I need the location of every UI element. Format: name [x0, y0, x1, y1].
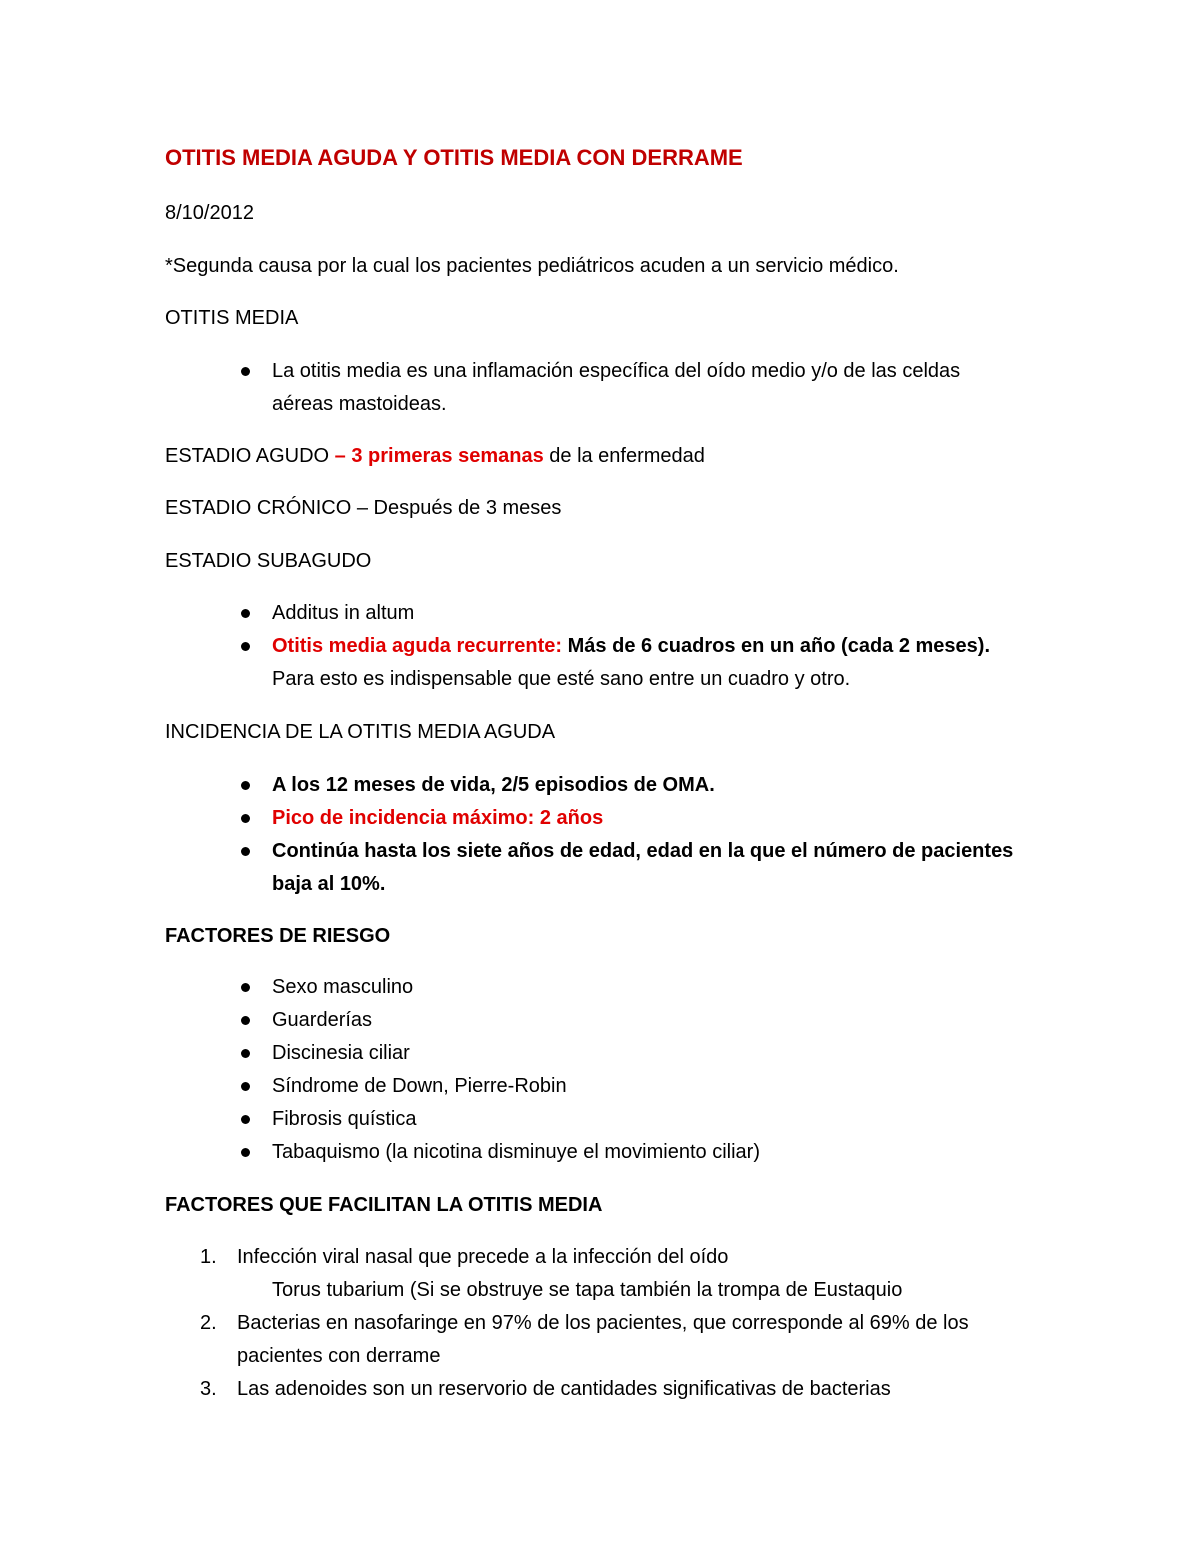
incidencia-item-12-meses: A los 12 meses de vida, 2/5 episodios de OMA.	[272, 774, 715, 796]
list-item	[272, 835, 1013, 901]
heading-otitis-media: OTITIS MEDIA	[165, 307, 299, 329]
riesgo-item-discinesia: Discinesia ciliar	[272, 1042, 410, 1064]
subagudo-item-additus: Additus in altum	[272, 602, 415, 624]
bullet-icon	[241, 642, 250, 651]
bullet-icon	[241, 1115, 250, 1124]
estadio-cronico-label: ESTADIO CRÓNICO	[165, 497, 352, 519]
list-item	[272, 802, 1013, 835]
facilitan-item-adenoides: Las adenoides son un reservorio de cantidades significativas de bacterias	[237, 1378, 891, 1400]
estadio-cronico-text: – Después de 3 meses	[351, 497, 562, 519]
riesgo-item-down: Síndrome de Down, Pierre-Robin	[272, 1075, 567, 1097]
list-item	[272, 1103, 760, 1136]
estadio-subagudo-list	[272, 597, 990, 696]
subagudo-item-recurrente-label: Otitis media aguda recurrente:	[272, 635, 563, 657]
heading-estadio-subagudo: ESTADIO SUBAGUDO	[165, 550, 372, 572]
list-item	[200, 1241, 969, 1307]
list-number: 3.	[200, 1378, 217, 1400]
list-item	[200, 1373, 969, 1406]
list-item	[272, 971, 760, 1004]
subagudo-item-recurrente-line2: Para esto es indispensable que esté sano entre un cuadro y otro.	[272, 668, 851, 690]
facilitan-subitem-torus: Torus tubarium (Si se obstruye se tapa también la trompa de Eustaquio	[272, 1279, 903, 1301]
facilitan-sublist	[237, 1274, 969, 1307]
bullet-icon	[241, 1148, 250, 1157]
subagudo-item-recurrente-text: Más de 6 cuadros en un año (cada 2 meses).	[562, 635, 991, 657]
estadio-agudo-label: ESTADIO AGUDO	[165, 445, 330, 467]
list-number: 2.	[200, 1312, 217, 1334]
list-item	[272, 1070, 760, 1103]
bullet-icon	[241, 609, 250, 618]
incidencia-list	[272, 769, 1013, 901]
list-item	[272, 769, 1013, 802]
estadio-agudo-dash: –	[329, 445, 352, 467]
bullet-icon	[241, 781, 250, 790]
list-item	[272, 1004, 760, 1037]
bullet-icon	[241, 847, 250, 856]
riesgo-item-sexo: Sexo masculino	[272, 976, 414, 998]
list-item	[272, 1274, 969, 1307]
otitis-media-list	[272, 355, 960, 421]
factores-facilitan-list	[200, 1241, 969, 1406]
incidencia-item-pico: Pico de incidencia máximo: 2 años	[272, 807, 604, 829]
facilitan-item-bacterias-line1: Bacterias en nasofaringe en 97% de los pacientes, que corresponde al 69% de los	[237, 1312, 969, 1334]
riesgo-item-fibrosis: Fibrosis quística	[272, 1108, 417, 1130]
bullet-icon	[241, 1082, 250, 1091]
list-item	[272, 1136, 760, 1169]
otitis-media-definition-line1: La otitis media es una inflamación específica del oído medio y/o de las celdas	[272, 360, 961, 382]
bullet-icon	[241, 1016, 250, 1025]
heading-factores-facilitan: FACTORES QUE FACILITAN LA OTITIS MEDIA	[165, 1194, 603, 1216]
document-date: 8/10/2012	[165, 202, 254, 224]
list-item	[272, 597, 990, 630]
estadio-agudo-rest: de la enfermedad	[543, 445, 705, 467]
riesgo-item-tabaquismo: Tabaquismo (la nicotina disminuye el movimiento ciliar)	[272, 1141, 760, 1163]
riesgo-item-guarderias: Guarderías	[272, 1009, 373, 1031]
heading-incidencia: INCIDENCIA DE LA OTITIS MEDIA AGUDA	[165, 721, 556, 743]
intro-text: *Segunda causa por la cual los pacientes pediátricos acuden a un servicio médico.	[165, 255, 899, 277]
factores-riesgo-list	[272, 971, 760, 1169]
incidencia-item-continua-line2: baja al 10%.	[272, 873, 386, 895]
document-title: OTITIS MEDIA AGUDA Y OTITIS MEDIA CON DERRAME	[165, 145, 743, 170]
otitis-media-definition-line2: aéreas mastoideas.	[272, 393, 447, 415]
list-item	[272, 1037, 760, 1070]
bullet-icon	[241, 367, 250, 376]
incidencia-item-continua-line1: Continúa hasta los siete años de edad, edad en la que el número de pacientes	[272, 840, 1014, 862]
estadio-cronico-line	[165, 492, 561, 525]
list-item	[272, 630, 990, 696]
estadio-agudo-highlight: 3 primeras semanas	[351, 445, 544, 467]
list-item	[200, 1307, 969, 1373]
heading-factores-riesgo: FACTORES DE RIESGO	[165, 925, 391, 947]
list-number: 1.	[200, 1246, 217, 1268]
facilitan-item-bacterias-line2: pacientes con derrame	[237, 1345, 441, 1367]
bullet-icon	[241, 1049, 250, 1058]
bullet-icon	[241, 983, 250, 992]
bullet-icon	[241, 814, 250, 823]
facilitan-item-infeccion-viral: Infección viral nasal que precede a la infección del oído	[237, 1246, 729, 1268]
estadio-agudo-line	[165, 440, 705, 473]
list-item	[272, 355, 960, 421]
